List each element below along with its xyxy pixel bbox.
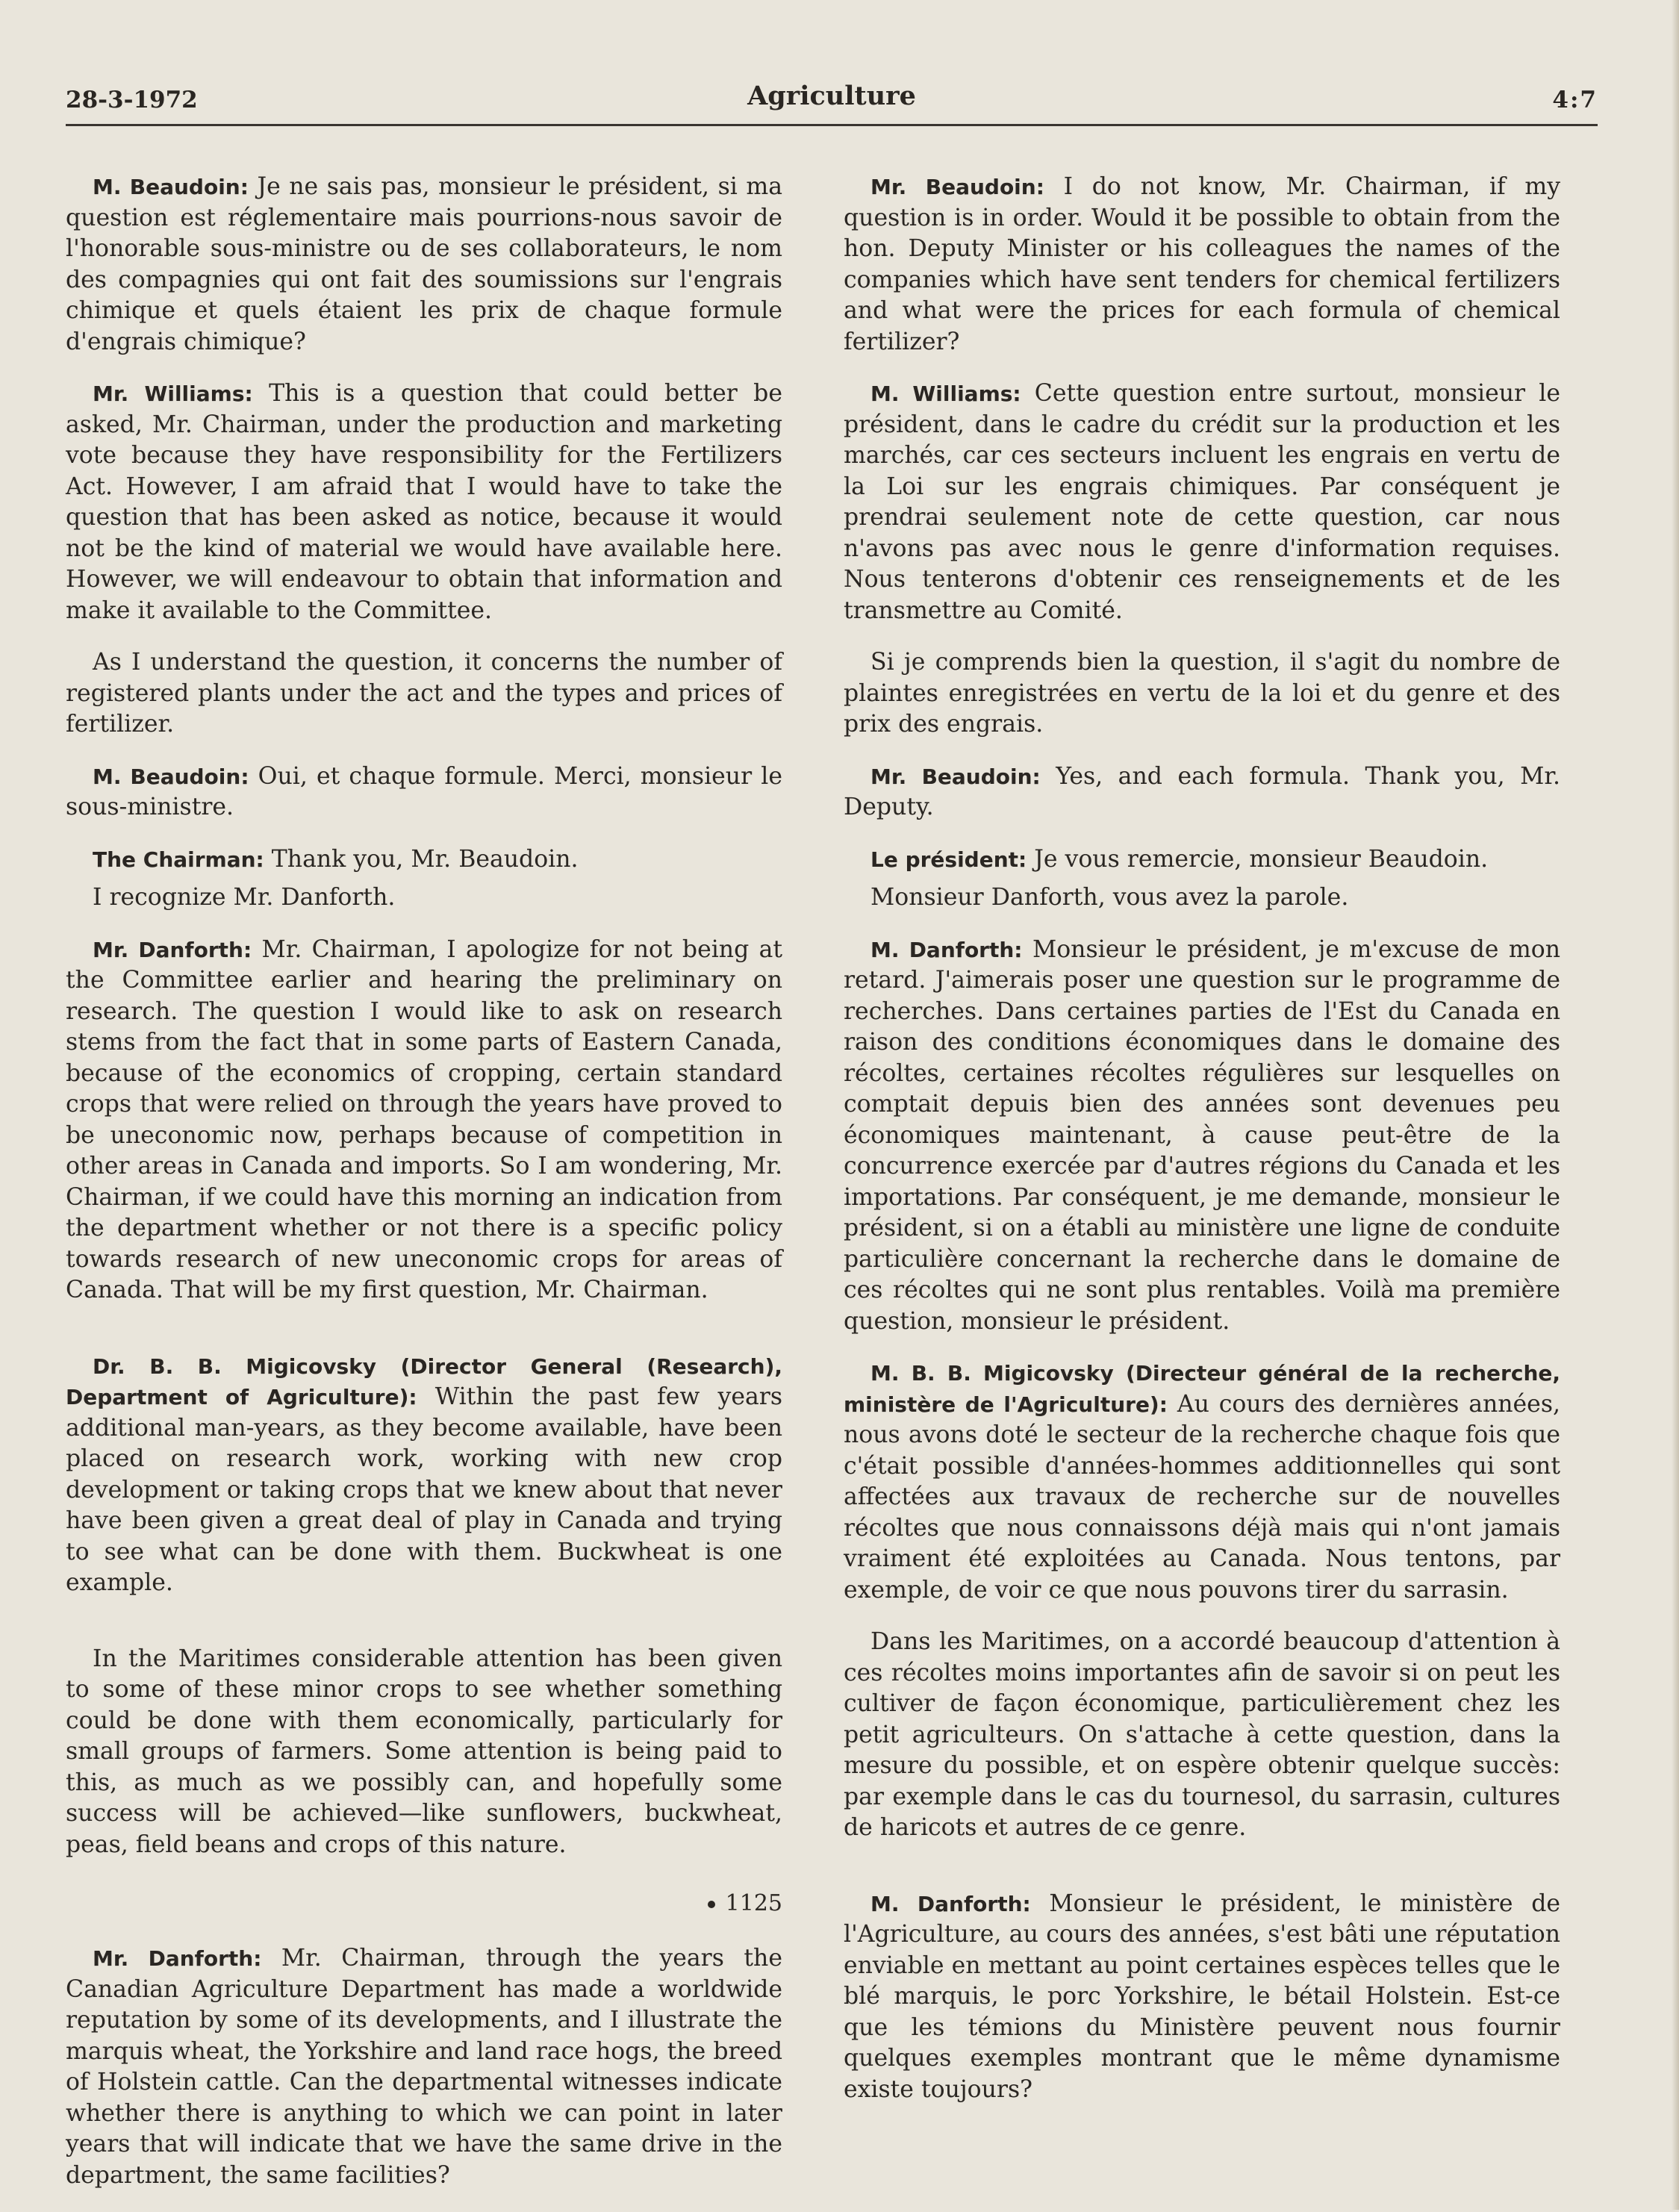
- speech-text: Mr. Chairman, through the years the Canadian Agriculture Department has made a worldwide reputation by some of its developments, and I illustrate the marquis wheat, the Yorkshire and land race hogs, the breed of Holstein cattle. Can the departmental witnesses indicate whether there is anything to which we can point in later years that will indicate that we have the same drive in the department, the same facilities?: [66, 1945, 782, 2189]
- paragraph: [66, 1351, 782, 1599]
- speech-text: Monsieur le président, le ministère de l'Agriculture, au cours des années, s'est bâti une réputation enviable en mettant au point certaines espèces telles que le blé marquis, le porc Yorkshire, le bétail Holstein. Est-ce que les témions du Ministère peuvent nous fournir quelques exemples montrant que le même dynamisme existe toujours?: [844, 1889, 1561, 2103]
- speech-text: Je ne sais pas, monsieur le président, si ma question est réglementaire mais pourrions-nous savoir de l'honorable sous-ministre ou de ses collaborateurs, le nom des compagnies qui ont fait des soumissions sur l'engrais chimique et quels étaient les prix de chaque formule d'engrais chimique?: [66, 173, 782, 355]
- english-column: [66, 172, 782, 2212]
- paragraph: [66, 935, 782, 1306]
- speaker-name: M. Danforth:: [870, 1891, 1031, 1916]
- paragraph: As I understand the question, it concerns the number of registered plants under the act and the types and prices of fertilizer.: [66, 649, 782, 738]
- paragraph: [844, 844, 1560, 876]
- paragraph: [66, 844, 782, 876]
- speech-text: I do not know, Mr. Chairman, if my question is in order. Would it be possible to obtain from the hon. Deputy Minister or his colleagues the names of the companies which have sent tenders for chemical fertilizers and what were the prices for each formula of chemical fertilizer?: [844, 173, 1561, 355]
- paragraph: [844, 1358, 1560, 1606]
- paragraph: Dans les Maritimes, on a accordé beaucoup d'attention à ces récoltes moins importantes afin de savoir si on peut les cultiver de façon économique, particulièrement chez les petit agriculteurs. On s'attache à cette question, dans la mesure du possible, et on espère obtenir quelque succès: par exemple dans le cas du tournesol, du sarrasin, cultures de haricots et autres de ce genre.: [844, 1628, 1560, 1841]
- page-edge: [1672, 0, 1679, 2210]
- speaker-name: Le président:: [870, 847, 1027, 872]
- paragraph: [66, 172, 782, 358]
- speech-text: Cette question entre surtout, monsieur le président, dans le cadre du crédit sur la production et les marchés, car ces secteurs incluent les engrais en vertu de la Loi sur les engrais chimiques. Par conséquent je prendrai seulement note de cette question, car nous n'avons pas avec nous le genre d'information requises. Nous tenterons d'obtenir ces renseignements et de les transmettre au Comité.: [844, 380, 1560, 624]
- speaker-name: Mr. Beaudoin:: [870, 764, 1041, 789]
- paragraph: [844, 378, 1560, 626]
- paragraph: [66, 1943, 782, 2191]
- paragraph: [66, 378, 782, 626]
- paragraph: Si je comprends bien la question, il s'agit du nombre de plaintes enregistrées en vertu de la loi et du genre et des prix des engrais.: [844, 649, 1560, 738]
- paragraph: [844, 761, 1560, 823]
- header-page-number: 4:7: [1552, 87, 1598, 113]
- speech-text: Monsieur le président, je m'excuse de mon retard. J'aimerais poser une question sur le programme de recherches. Dans certaines parties de l'Est du Canada en raison des conditions économiques dans le domaine des récoltes, certaines récoltes régulières sur lesquelles on comptait depuis bien des années sont devenues peu économiques maintenant, à cause peut-être de la concurrence exercée par d'autres régions du Canada et les importations. Par conséquent, je me demande, monsieur le président, si on a établi au ministère une ligne de conduite particulière concernant la recherche dans le domaine de ces récoltes qui ne sont plus rentables. Voilà ma première question, monsieur le président.: [844, 935, 1560, 1335]
- speaker-name: M. Danforth:: [870, 937, 1023, 962]
- paragraph: [844, 172, 1560, 358]
- time-marker: [66, 1890, 782, 1916]
- speaker-name: M. Beaudoin:: [93, 175, 249, 199]
- speech-text: Mr. Chairman, I apologize for not being at the Committee earlier and hearing the preliminary on research. The question I would like to ask on research stems from the fact that in some parts of Eastern Canada, because of the economics of cropping, certain standard crops that were relied on through the years have proved to be uneconomic now, perhaps because of competition in other areas in Canada and imports. So I am wondering, Mr. Chairman, if we could have this morning an indication from the department whether or not there is a specific policy towards research of new uneconomic crops for areas of Canada. That will be my first question, Mr. Chairman.: [66, 935, 783, 1303]
- speech-text: Yes, and each formula. Thank you, Mr. Deputy.: [844, 762, 1560, 820]
- paragraph: In the Maritimes considerable attention has been given to some of these minor crops to see whether something could be done with them economically, particularly for small groups of farmers. Some attention is being paid to this, as much as we possibly can, and hopefully some success will be achieved—like sunflowers, buckwheat, peas, field beans and crops of this nature.: [66, 1645, 782, 1858]
- speaker-name: Mr. Williams:: [93, 381, 253, 406]
- speech-text: Thank you, Mr. Beaudoin.: [271, 845, 579, 873]
- speaker-name: The Chairman:: [93, 847, 264, 872]
- speech-text: Within the past few years additional man-years, as they become available, have been placed on research work, working with new crop development or taking crops that we knew about that never have been given a great deal of play in Canada and trying to see what can be done with them. Buckwheat is one example.: [66, 1383, 782, 1596]
- paragraph: [66, 761, 782, 823]
- french-column: [844, 172, 1560, 2126]
- speaker-name: M. Beaudoin:: [93, 764, 249, 789]
- speaker-name: M. Williams:: [870, 381, 1021, 406]
- speech-text: This is a question that could better be asked, Mr. Chairman, under the production and marketing vote because they have responsibility for the Fertilizers Act. However, I am afraid that I would have to take the question that has been asked as notice, because it would not be the kind of material we would have available here. However, we will endeavour to obtain that information and make it available to the Committee.: [66, 380, 782, 624]
- speaker-name: Mr. Beaudoin:: [870, 175, 1044, 199]
- paragraph: Monsieur Danforth, vous avez la parole.: [870, 884, 1349, 911]
- speaker-name: Mr. Danforth:: [93, 1946, 262, 1971]
- header-date: 28-3-1972: [66, 87, 198, 113]
- page-header: [66, 81, 1598, 125]
- speech-text: Au cours des dernières années, nous avons doté le secteur de la recherche chaque fois que c'était possible d'années-hommes additionnelles qui sont affectées aux travaux de recherche sur de nouvelles récoltes que nous connaissons déjà mais qui n'ont jamais vraiment été exploitées au Canada. Nous tentons, par exemple, de voir ce que nous pouvons tirer du sarrasin.: [844, 1390, 1561, 1604]
- header-rule: [66, 124, 1598, 126]
- speaker-name: Mr. Danforth:: [93, 937, 252, 962]
- speaker-name: Dr. B. B. Migicovsky (Director General (Research), Department of Agriculture):: [66, 1353, 782, 1409]
- time-marker-text: 1125: [725, 1890, 782, 1916]
- paragraph: [844, 935, 1560, 1338]
- header-title: Agriculture: [747, 81, 916, 111]
- speech-text: Oui, et chaque formule. Merci, monsieur le sous-ministre.: [66, 762, 782, 820]
- speaker-name: M. B. B. Migicovsky (Directeur général de la recherche, ministère de l'Agriculture):: [844, 1361, 1560, 1417]
- paragraph: [844, 1889, 1560, 2106]
- paragraph: I recognize Mr. Danforth.: [93, 884, 396, 911]
- bullet-icon: [708, 1901, 715, 1908]
- speech-text: Je vous remercie, monsieur Beaudoin.: [1034, 845, 1489, 873]
